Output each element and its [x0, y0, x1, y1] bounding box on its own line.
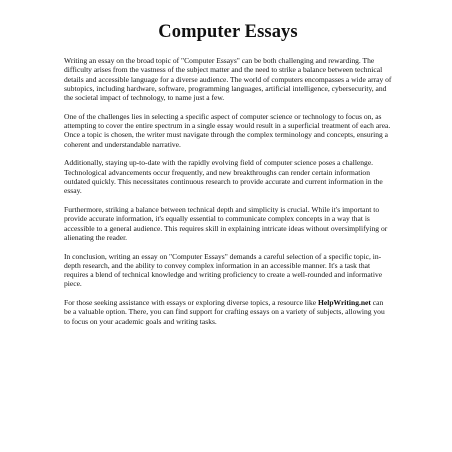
paragraph-intro: Writing an essay on the broad topic of "Computer Essays" can be both challenging and rewarding. The difficulty arises from the vastness of the subject matter and the need to strike a balance between technical details and accessible language for a diverse audience. The world of computers encompasses a wide array of subtopics, including hardware, software, programming languages, artificial intelligence, cybersecurity, and the societal impact of technology, to name just a few. [64, 56, 392, 102]
paragraph-conclusion: In conclusion, writing an essay on "Computer Essays" demands a careful selection of a specific topic, in-depth research, and the ability to convey complex information in an accessible manner. It's a task that requires a blend of technical knowledge and writing proficiency to create a well-rounded and informative piece. [64, 251, 383, 289]
paragraph-challenges: One of the challenges lies in selecting a specific aspect of computer science or technology to focus on, as attempting to cover the entire spectrum in a single essay would result in a superficial treatment of each area. Once a topic is chosen, the writer must navigate through the complex terminology and concepts, ensuring a coherent and understandable narrative. [64, 111, 391, 149]
paragraph-balance: Furthermore, striking a balance between technical depth and simplicity is crucial. While it's important to provide accurate information, it's equally essential to communicate complex concepts in a way that is accessible to a general audience. This requires skill in explaining intricate ideas without oversimplifying or alienating the reader. [64, 205, 388, 242]
paragraph-resource [64, 298, 392, 326]
paragraph-up-to-date: Additionally, staying up-to-date with the rapidly evolving field of computer science poses a challenge. Technological advancements occur frequently, and new breakthroughs can render certain information outdated quickly. This necessitates continuous research to provide accurate and current information in the essay. [64, 158, 383, 196]
document-title: Computer Essays [158, 22, 298, 42]
resource-text-after: can be a valuable option. There, you can find support for crafting essays on a variety of subjects, allowing you to focus on your academic goals and writing tasks. [64, 298, 385, 326]
resource-text-before: For those seeking assistance with essays or exploring diverse topics, a resource like [64, 298, 319, 308]
helpwriting-link: HelpWriting.net [318, 298, 371, 308]
